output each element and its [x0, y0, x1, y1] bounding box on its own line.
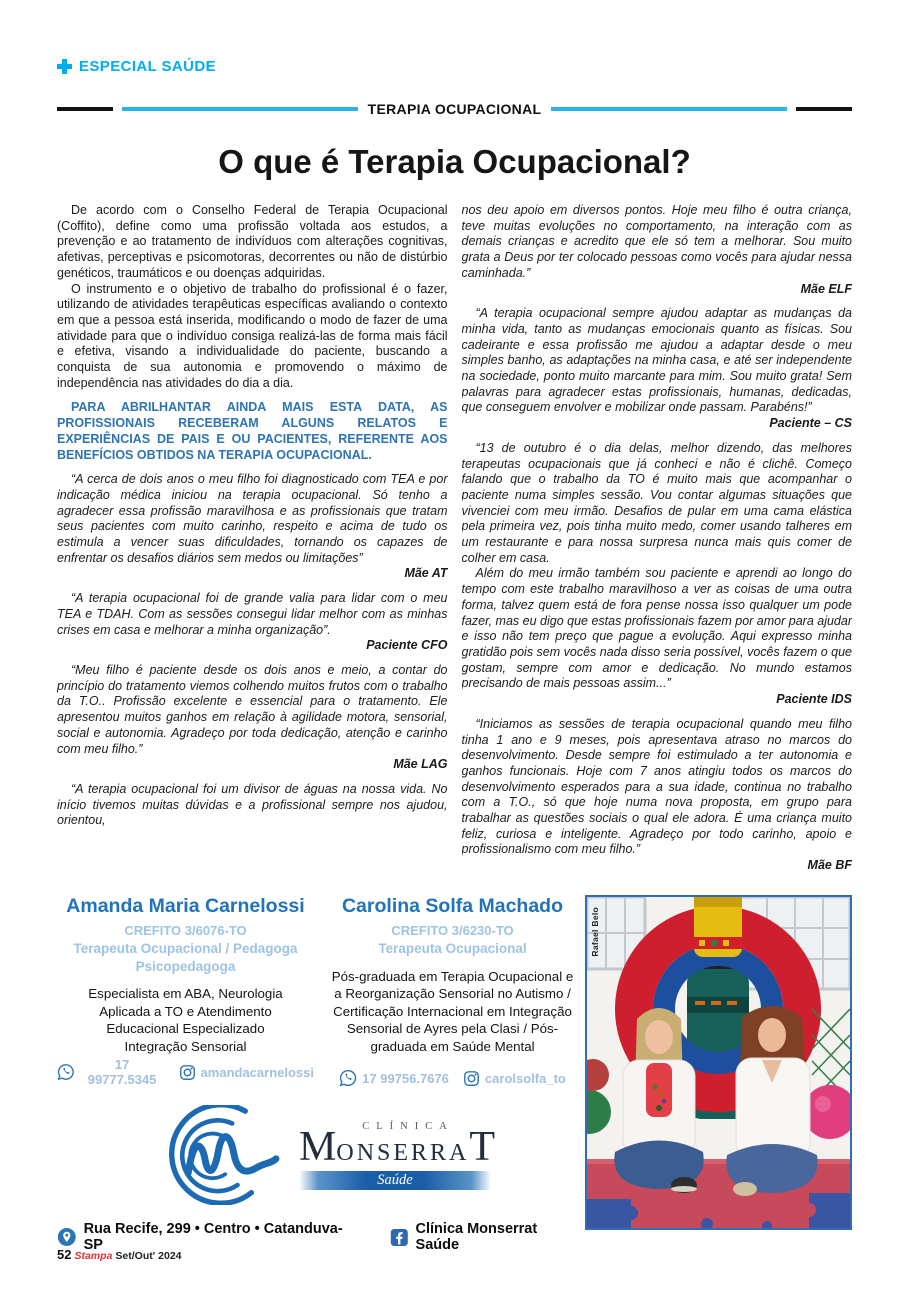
- testimonial-attribution: Mãe BF: [807, 858, 852, 873]
- testimonial-text: “A terapia ocupacional foi um divisor de águas na nossa vida. No início tivemos muitas dúvidas e a profissional sempre nos ajudou, orientou,: [57, 781, 448, 828]
- clinic-banner: Saúde: [299, 1171, 491, 1190]
- testimonial-attribution: Mãe LAG: [393, 757, 448, 772]
- professional-roles: Terapeuta Ocupacional / Pedagoga Psicopedagoga: [73, 941, 298, 974]
- testimonial-text: “A terapia ocupacional foi de grande valia para lidar com o meu TEA e TDAH. Com as sessões consegui lidar melhor com as minhas crises em casa e melhorar a minha organização”.: [57, 591, 448, 637]
- testimonial-attribution: Paciente IDS: [776, 692, 852, 707]
- instagram-contact[interactable]: [463, 1070, 566, 1087]
- page-footer: [57, 1247, 182, 1262]
- whatsapp-number: 17 99777.5345: [87, 1057, 157, 1087]
- testimonial: [57, 591, 448, 654]
- page-title: O que é Terapia Ocupacional?: [218, 143, 691, 180]
- clinic-wordmark: [299, 1120, 496, 1190]
- rule-black-right: [796, 107, 852, 111]
- eyebrow: [57, 58, 852, 75]
- testimonial: [462, 306, 853, 432]
- clinic-facebook[interactable]: [390, 1221, 581, 1253]
- eyebrow-label: ESPECIAL SAÚDE: [79, 58, 217, 75]
- clinic-wordmark-clinica: CLÍNICA: [362, 1120, 454, 1132]
- testimonial: [57, 472, 448, 582]
- section-label: TERAPIA OCUPACIONAL: [367, 101, 542, 117]
- testimonial: [462, 203, 853, 297]
- location-pin-icon: [57, 1227, 77, 1247]
- clinic-wordmark-name: MONSERRAT: [299, 1123, 496, 1170]
- bottom-section: [57, 895, 852, 1253]
- page-number: 52: [57, 1247, 72, 1262]
- whatsapp-contact[interactable]: [57, 1057, 165, 1087]
- testimonial-text: “A cerca de dois anos o meu filho foi diagnosticado com TEA e por indicação médica iniciou na terapia ocupacional. Só tenho a agradecer essa profissão maravilhosa e as profissionais que tratam seus pacientes com muito carinho, respeito e acima de tudo os estimula a vencer suas dificuldades, tornando os capazes de enfrentar os desafios diários sem medos ou limitações”: [57, 472, 448, 565]
- photo-credit: Rafael Belo: [590, 907, 600, 957]
- whatsapp-contact[interactable]: [339, 1069, 449, 1087]
- testimonial-text: nos deu apoio em diversos pontos. Hoje meu filho é outra criança, teve muitas evoluções no comportamento, na interação com as demais crianças e acredito que ele só tem a melhorar. Sou muito grata a Deus por ter colocado pessoas como vocês para ajudar nessa caminhada.”: [461, 203, 852, 280]
- rule-cyan-right: [551, 107, 787, 111]
- instagram-handle: amandacarnelossi: [200, 1064, 314, 1080]
- facebook-icon: [390, 1228, 409, 1247]
- magazine-name: Stampa: [74, 1250, 113, 1262]
- instagram-icon: [179, 1064, 196, 1081]
- left-column: [57, 203, 448, 897]
- section-rule: [57, 101, 852, 117]
- testimonial: [57, 663, 448, 773]
- professional-profiles: [57, 895, 581, 1087]
- photo-illustration: [587, 897, 850, 1228]
- intro-paragraph-1: De acordo com o Conselho Federal de Terapia Ocupacional (Coffito), define como uma profissão voltada aos estudos, a prevenção e ao tratamento de indivíduos com alterações cognitivas, afetivas, perceptivas e psicomotoras, decorrentes ou não de distúrbio genéticos, traumáticos e ou doenças adquiridas.: [57, 203, 448, 280]
- professional-crefito: CREFITO 3/6230-TO: [391, 923, 514, 938]
- instagram-handle: carolsolfa_to: [484, 1070, 566, 1086]
- professionals-photo: [585, 895, 852, 1230]
- rule-black-left: [57, 107, 113, 111]
- professional-name: Carolina Solfa Machado: [341, 895, 564, 917]
- professional-specialties: Pós-graduada em Terapia Ocupacional e a Reorganização Sensorial no Autismo / Certificação Internacional em Integração Sensorial de Ayres pela Clasi / Pós-graduada em Saúde Mental: [331, 968, 574, 1054]
- testimonial-text-2: Além do meu irmão também sou paciente e aprendi ao longo do tempo com este trabalho maravilhoso a ver as coisas de uma outra forma, talvez quem está de fora pense nossa isso qualquer um pode fazer, mas eu digo que estas profissionais fazem por amor para ajudar e isso não tem preço que pague a evolução. Aqui expresso minha gratidão pois sem vocês nada disso seria possível, vocês fazem o que gostam, sempre com amor e dedicação. No mundo estamos precisando de mais pessoas assim...”: [461, 566, 852, 691]
- testimonial-attribution: Paciente – CS: [769, 416, 852, 431]
- clinic-facebook-text: Clínica Monserrat Saúde: [415, 1221, 538, 1253]
- clinic-logo-mark: [147, 1105, 285, 1205]
- plus-icon: [57, 59, 72, 74]
- clinic-logo: [57, 1105, 581, 1205]
- testimonial-text: “13 de outubro é o dia delas, melhor dizendo, das melhores terapeutas ocupacionais que já conheci e não é clichê. Começo falando que o trabalho da TO é muito mais que acompanhar o paciente numa simples sessão. Vou contar algumas situações que vivenciei com meu irmão. Desafios de pular em uma cama elástica pela primeira vez, pois tinha muito medo, comer usando talheres em um restaurante e para nossa surpresa nunca mais quis comer de colher em casa.: [461, 440, 852, 565]
- testimonial-text: “Meu filho é paciente desde os dois anos e meio, a contar do princípio do tratamento viemos colhendo muitos frutos com o trabalho da T.O.. Profissão excelente e essencial para o tratamento. Ele apresentou muitos ganhos em relação à agilidade motora, sensorial, social e autonomia. Agradeço por toda dedicação, atenção e carinho com meu filho.”: [57, 662, 448, 756]
- whatsapp-icon: [339, 1069, 357, 1087]
- testimonial-attribution: Paciente CFO: [366, 638, 448, 653]
- testimonial: [462, 717, 853, 874]
- testimonial-text: “A terapia ocupacional sempre ajudou adaptar as mudanças da minha vida, tanto as mudanças emocionais quanto as físicas. Sou cadeirante e essa profissão me ajudou a adaptar desde o meu simples banho, as adaptações na minha casa, e até ser independente na sociedade, ponto muito marcante para mim. Sou muito grata! Sem palavras para agradecer estas profissionais, humanas, dedicadas, que conseguem envolver e mobilizar onde passam. Parabéns!”: [461, 306, 852, 415]
- instagram-icon: [463, 1070, 480, 1087]
- testimonial-attribution: Mãe AT: [404, 566, 448, 581]
- rule-cyan-left: [122, 107, 358, 111]
- article-body: [57, 203, 852, 897]
- right-column: [462, 203, 853, 897]
- testimonial-attribution: Mãe ELF: [800, 281, 852, 296]
- testimonial: [462, 441, 853, 708]
- testimonial-text: “Iniciamos as sessões de terapia ocupacional quando meu filho tinha 1 ano e 9 meses, pois apresentava atraso no marcos do desenvolvimento. Desde sempre foi estimulado a ter autonomia e ganhos funcionais. Hoje com 7 anos atingiu todos os marcos do desenvolvimento esperados para a sua idade, continua no trabalho com a T.O., só que hoje numa nova proposta, em grupo para trabalhar as questões sociais o qual ele adora. É uma criança muito feliz, curiosa e inteligente. Agradeço por todo carinho, apoio e profissionalismo com meu filho.”: [461, 716, 852, 857]
- clinic-address-text: Rua Recife, 299 • Centro • Catanduva-SP: [83, 1221, 343, 1253]
- profile-amanda: [57, 895, 314, 1087]
- intro-paragraph-2: O instrumento e o objetivo de trabalho do profissional é o fazer, utilizando de atividades terapêuticas específicas avaliando o contexto em que a pessoa está inserida, modificando o modo de fazer de uma atividade para que o indivíduo consiga realizá-las de forma mais fácil e efetiva, visando a individualidade do paciente, buscando a conquista de sua autonomia e promovendo o máximo de independência nas atividades do dia a dia.: [57, 281, 448, 390]
- issue-label: Set/Out' 2024: [115, 1250, 182, 1262]
- callout-text: PARA ABRILHANTAR AINDA MAIS ESTA DATA, AS PROFISSIONAIS RECEBERAM ALGUNS RELATOS E EXPERIÊNCIAS DE PAIS E OU PACIENTES, REFERENTE AOS BENEFÍCIOS OBTIDOS NA TERAPIA OCUPACIONAL.: [57, 400, 448, 462]
- whatsapp-number: 17 99756.7676: [362, 1070, 449, 1086]
- professional-roles: Terapeuta Ocupacional: [378, 941, 527, 956]
- instagram-contact[interactable]: [179, 1064, 314, 1081]
- professional-specialties: Especialista em ABA, Neurologia Aplicada a TO e Atendimento Educacional Especializado Integração Sensorial: [88, 986, 283, 1054]
- professional-name: Amanda Maria Carnelossi: [66, 895, 305, 917]
- professional-crefito: CREFITO 3/6076-TO: [124, 923, 247, 938]
- whatsapp-icon: [57, 1063, 75, 1081]
- testimonial: [57, 782, 448, 829]
- profile-carolina: [324, 895, 581, 1087]
